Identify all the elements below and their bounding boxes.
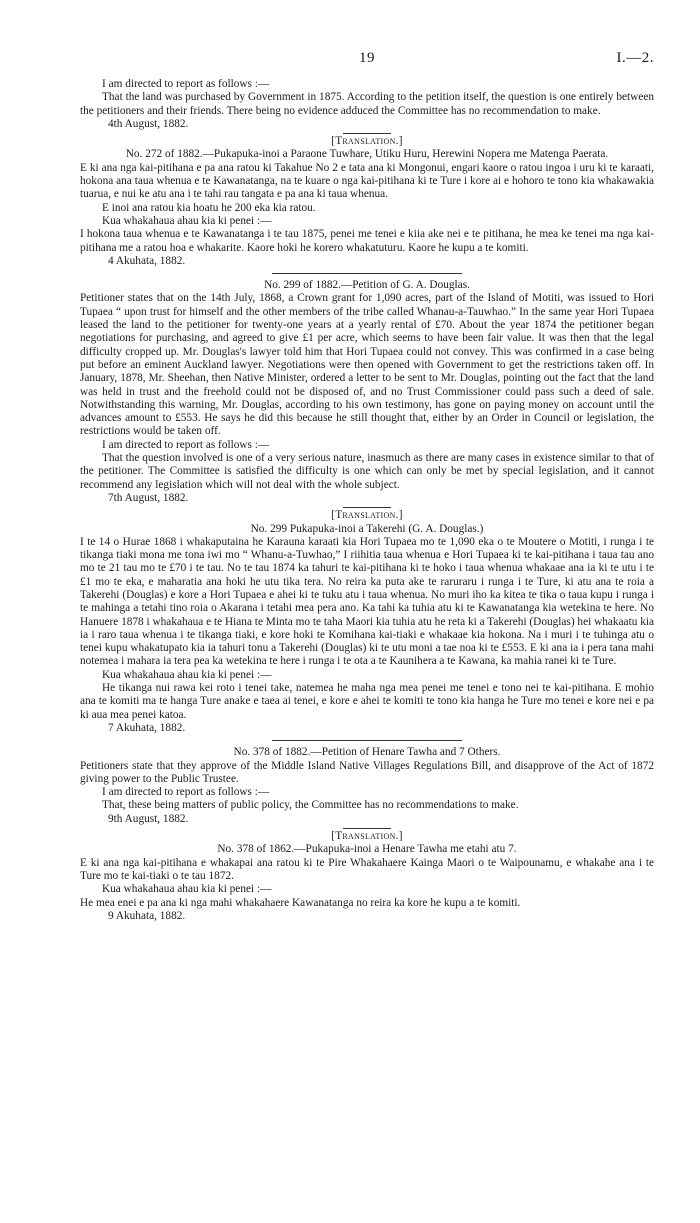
- petition-body: Petitioner states that on the 14th July, 1868, a Crown grant for 1,090 acres, part of the Island of Motiti, was issued to Hori Tupaea “ upon trust for himself and the other members of the tribe called Whanau-a-Tauwhao.” In the same year Hori Tupaea leased the land to the petitioner for twenty-one years at a yearly rental of £70. About the year 1874 the petitioner began negotiations for purchasing, and agreed to give £1 per acre, which seems to have been fair value. It was then that the legal difficulty cropped up. Mr. Douglas's lawyer told him that Hori Tupaea could not convey. This was confirmed in a case being put before an eminent Auckland lawyer. Negotiations were then opened with Government to get the restrictions taken off. In January, 1878, Mr. Sheehan, then Native Minister, ordered a letter to be sent to Mr. Douglas, pointing out the fact that the land was held in trust and the freehold could not be disposed of, and no Trust Commissioner could pass such a deed of sale. Notwithstanding this warning, Mr. Douglas, according to his own testimony, has gone on paying money on account until the advances amount to £553. He says he did this because he still thought that, either by an Order in Council or legislation, the restrictions would be taken off.: [80, 292, 654, 438]
- page-header: [80, 52, 654, 78]
- report-body: That the question involved is one of a very serious nature, inasmuch as there are many cases in existence similar to that of the petitioner. The Committee is satisfied the difficulty is one which can only be met by special legislation, and it cannot recommend any legislation which will not deal with the whole subject.: [80, 452, 654, 491]
- translation-label: [Translation.]: [331, 509, 403, 522]
- petition-body: E ki ana nga kai-pitihana e whakapai ana ratou ki te Pire Whakahaere Kainga Maori o te Waipounamu, e whakahe ana i te Ture mo te kai-tiaki o te tau 1872.: [80, 856, 654, 882]
- report-body: He mea enei e pa ana ki nga mahi whakahaere Kawanatanga no reira ka kore he kupu a te komiti.: [80, 896, 521, 909]
- petition-body: E ki ana nga kai-pitihana e pa ana ratou ki Takahue No 2 e tata ana ki Mongonui, engari kaore o ratou ingoa i uru ki te karaati, hokona ana taua whenua e te Kawanatanga, na te kuare o nga kai-pitihana ki te Ture i kore ai e hohoro te tono kia whakawakia tuarua, e nui ke atu ana i te tahi rau tangata e pa ana ki taua whenua.: [80, 161, 654, 201]
- report-date: 4 Akuhata, 1882.: [108, 254, 186, 267]
- section-divider: [272, 740, 462, 741]
- report-intro: Kua whakahaua ahau kia ki penei :—: [102, 214, 272, 227]
- section-translation-378: [80, 830, 654, 923]
- report-intro: I am directed to report as follows :—: [102, 78, 270, 90]
- petition-body: I te 14 o Hurae 1868 i whakaputaina he Karauna karaati kia Hori Tupaea mo te 1,090 eka o te Moutere o Motiti, i runga i te tikanga tiaki mona me tona iwi mo “ Whanu-a-Tuwhao,” I riihitia taua whenua e Hori Tupaea ki te kai-pitihana i taua tau ano mo te 21 tau mo te £70 i te tau. No te tau 1874 ka tahuri te kai-pitihana ki te hoko i taua whenua whakaae ana ia ki te utu i te £1 mo te eka, e maharatia ana hoki he utu tika tera. No reira ka puta ake te raruraru i runga i te Ture, ki atu ana te roia a Takerehi (Douglas) e kore a Hori Tupaea e ahei ki te tuku atu i taua whenua. No muri iho ka kitea te tika o taua kupu i runga i te mahinga a tetahi tino roia o Akarana i tetahi mea pera ano. Ka tahi ka tuhia atu ki te Kawanatanga kia wetekina te here. No Hanuere 1878 i whakahaua e te Hiana te Minta mo te taha Maori kia tuhia atu he reta ki a Takerehi (Douglas) hei whakaatu kia ia i raro taua whenua i te tikanga tiaki, e kore hoki te Komihana kai-tiaki e whakaae kia hokona. Na i muri i te tuhinga atu o tenei kupu whakatupato kia ia tahuri tonu a Takerehi (Douglas) ki te utu moni a tae noa ki te £553. E ki ana ia i pera tana mahi notemea i mahara ia tera pea ka wetekina te here i runga i te ota a te Kaunihera a te Kawana, ka mahia ranei ki te Ture.: [80, 535, 654, 668]
- report-intro: Kua whakahaua ahau kia ki penei :—: [102, 668, 272, 681]
- section-translation-299: [80, 509, 654, 735]
- translation-label: [Translation.]: [331, 830, 403, 843]
- report-intro: I am directed to report as follows :—: [102, 438, 270, 451]
- page-number: 19: [359, 50, 375, 66]
- translation-label: [Translation.]: [331, 135, 403, 148]
- report-date: 4th August, 1882.: [108, 117, 189, 130]
- petition-request: E inoi ana ratou kia hoatu he 200 eka kia ratou.: [102, 201, 316, 214]
- report-date: 9 Akuhata, 1882.: [108, 909, 186, 922]
- section-petition-299: [80, 279, 654, 505]
- report-intro: I am directed to report as follows :—: [102, 786, 270, 799]
- report-intro: Kua whakahaua ahau kia ki penei :—: [102, 883, 272, 896]
- petition-heading: No. 272 of 1882.—Pukapuka-inoi a Paraone Tuwhare, Utiku Huru, Herewini Nopera me Matenga Paerata.: [125, 148, 609, 161]
- report-date: 7 Akuhata, 1882.: [108, 721, 186, 734]
- report-body: That the land was purchased by Government in 1875. According to the petition itself, the question is one entirely between the petitioners and their friends. There being no evidence adduced the Committee has no recommendation to make.: [80, 91, 654, 117]
- section-translation-272: [80, 135, 654, 268]
- petition-heading: No. 378 of 1862.—Pukapuka-inoi a Henare Tawha me etahi atu 7.: [217, 843, 517, 856]
- short-divider: [343, 507, 391, 508]
- petition-heading: No. 378 of 1882.—Petition of Henare Tawha and 7 Others.: [233, 746, 501, 759]
- report-body: He tikanga nui rawa kei roto i tenei take, natemea he maha nga mea penei me tenei e tono nei te kai-pitihana. E mohio ana te komiti ma te hanga Ture anake e taea ai tenei, e kore e ahei te komiti te tono kia hanga he Ture mo tenei e kore nei e pa ki aua mea penei katoa.: [80, 682, 654, 721]
- report-body: That, these being matters of public policy, the Committee has no recommendations to make.: [102, 799, 519, 812]
- report-date: 7th August, 1882.: [108, 491, 189, 504]
- section-report-1875-land: [80, 78, 654, 131]
- section-divider: [272, 273, 462, 274]
- short-divider: [343, 828, 391, 829]
- petition-body: Petitioners state that they approve of the Middle Island Native Villages Regulations Bill, and disapprove of the Act of 1872 giving power to the Public Trustee.: [80, 759, 654, 785]
- report-body: I hokona taua whenua e te Kawanatanga i te tau 1875, penei me tenei e kiia ake nei e te pitihana, he mea ke tenei ma nga kai-pitihana me a ratou hoa e whakarite. Kaore hoki he korero whakatuturu. Kaore he kupu a te komiti.: [80, 228, 654, 254]
- page-reference: I.—2.: [616, 50, 654, 66]
- short-divider: [343, 133, 391, 134]
- report-date: 9th August, 1882.: [108, 812, 189, 825]
- petition-heading: No. 299 Pukapuka-inoi a Takerehi (G. A. Douglas.): [250, 522, 484, 535]
- section-petition-378: [80, 746, 654, 826]
- petition-heading: No. 299 of 1882.—Petition of G. A. Douglas.: [264, 279, 470, 292]
